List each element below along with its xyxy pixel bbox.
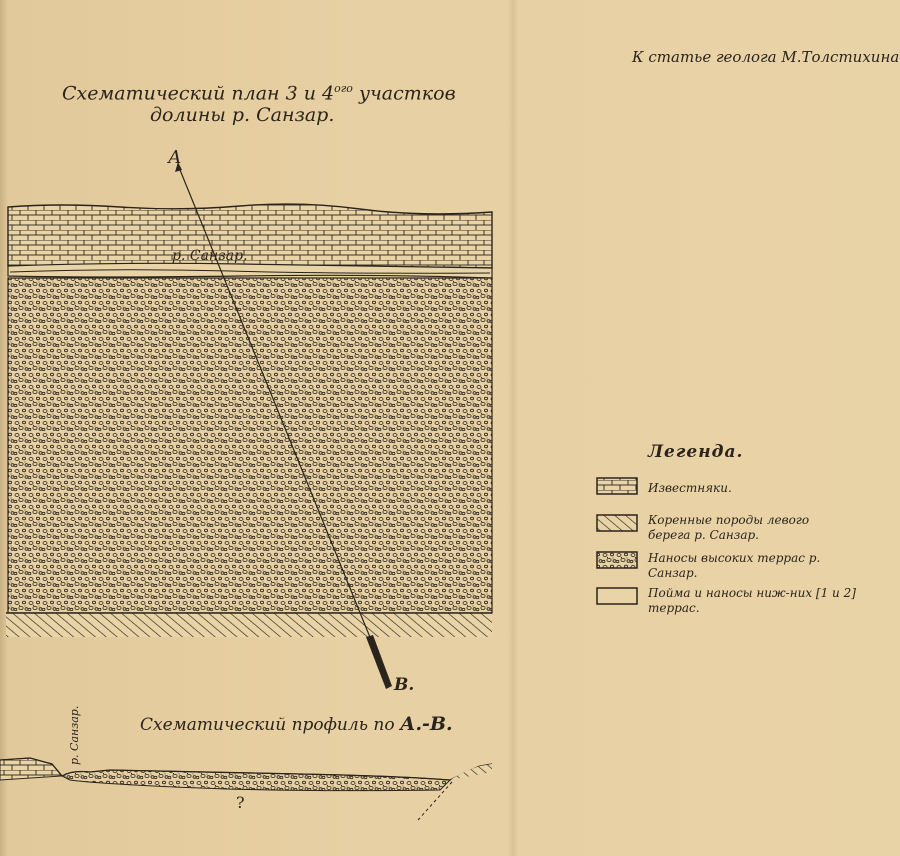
legend-item-limestone: Известняки. bbox=[648, 481, 732, 495]
attribution-note: К статье геолога М.Толстихина bbox=[632, 48, 900, 66]
profile-title-text: Схематический профиль по bbox=[140, 715, 400, 735]
point-b-label: В. bbox=[394, 675, 415, 695]
legend-swatch-brick bbox=[597, 478, 637, 494]
profile-river-label: р. Санзар. bbox=[68, 705, 81, 765]
legend-swatch-blank bbox=[597, 588, 637, 604]
plan-title-superscript: ого bbox=[334, 82, 353, 95]
legend-item-floodplain: Пойма и наносы ниж-них [1 и 2] террас. bbox=[648, 586, 856, 615]
point-a-label: А bbox=[168, 147, 182, 168]
profile-question-mark: ? bbox=[236, 793, 245, 812]
profile-title-ab: А.-В. bbox=[399, 713, 453, 735]
legend-item-high-terrace: Наносы высоких террас р. Санзар. bbox=[648, 551, 821, 580]
legend-swatch-pebbles bbox=[597, 552, 637, 568]
legend-title: Легенда. bbox=[648, 442, 744, 462]
plan-title-end: участков bbox=[352, 82, 456, 105]
plan-title-text: Схематический план 3 и 4 bbox=[62, 82, 335, 105]
plan-title-line2: долины р. Санзар. bbox=[150, 104, 335, 126]
river-label: р. Санзар. bbox=[172, 248, 248, 264]
legend-item-bedrock: Коренные породы левого берега р. Санзар. bbox=[648, 513, 810, 542]
legend-swatch-hatch bbox=[597, 515, 637, 531]
